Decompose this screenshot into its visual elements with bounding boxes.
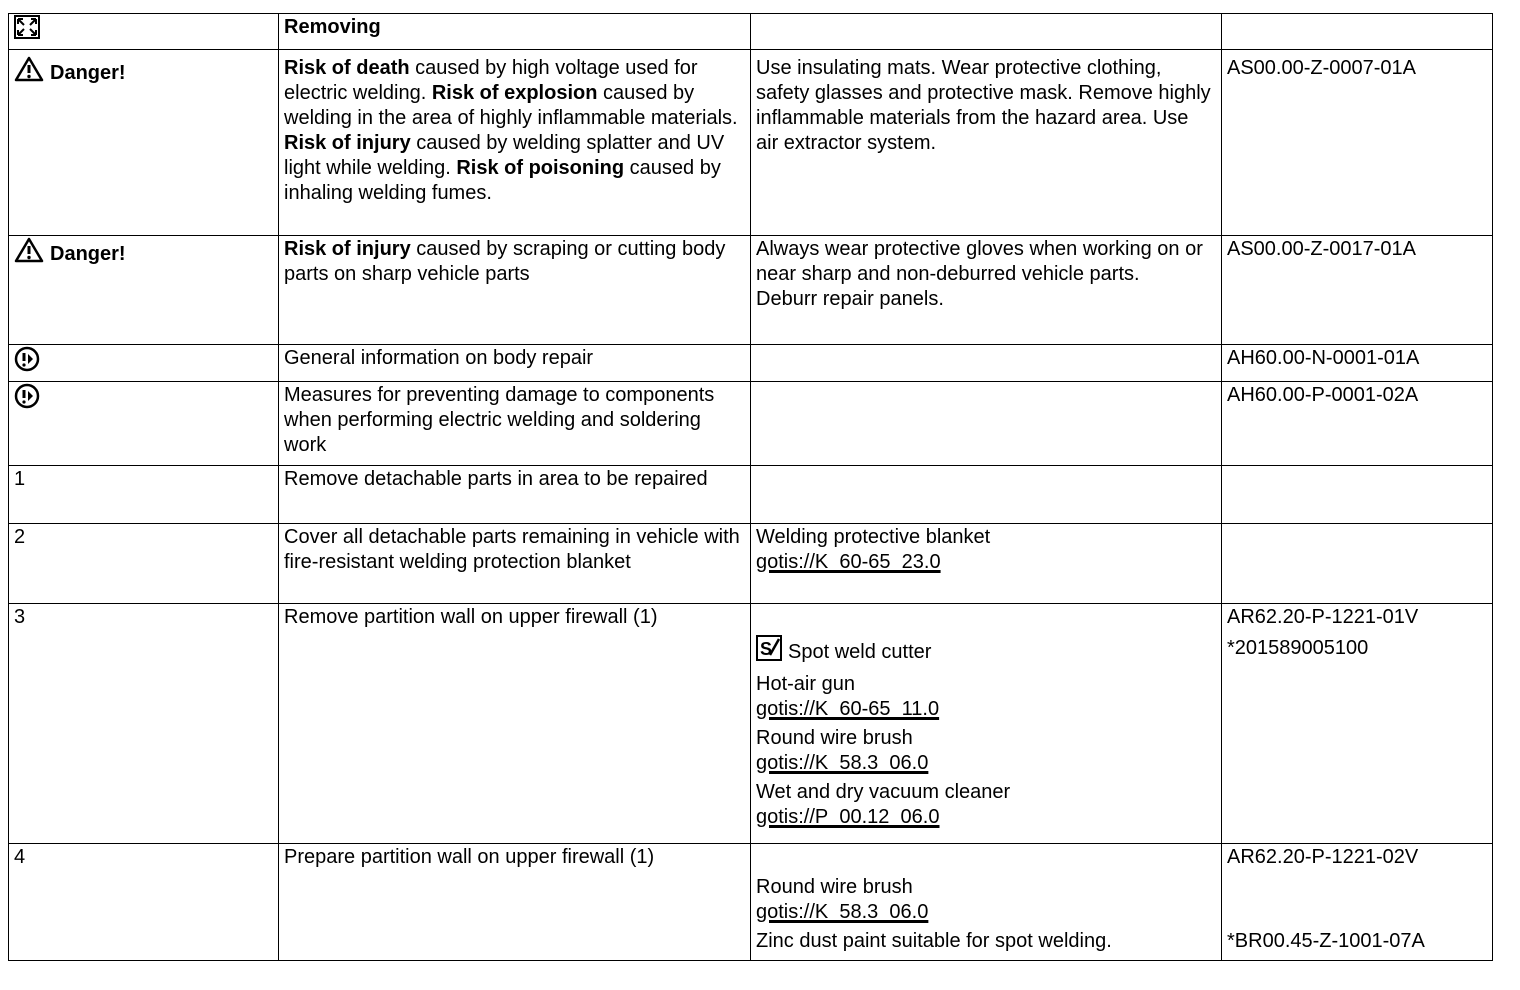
danger-label-cell xyxy=(9,50,279,236)
tool-link[interactable]: gotis://K_58.3_06.0 xyxy=(756,901,929,923)
reference-code: AR62.20-P-1221-01V xyxy=(1227,606,1419,628)
step-number: 2 xyxy=(9,524,279,604)
svg-text:S: S xyxy=(760,639,773,659)
hazard-risk-injury: Risk of injury xyxy=(284,238,411,260)
hazard-risk-explosion: Risk of explosion xyxy=(431,82,598,104)
table-row xyxy=(9,466,1493,524)
tool-name: Wet and dry vacuum cleaner xyxy=(756,781,1011,803)
reference-cell: AS00.00-Z-0007-01A xyxy=(1222,50,1493,236)
note-icon-cell xyxy=(9,382,279,466)
measures-cell: Always wear protective gloves when working on or near sharp and non-deburred vehicle parts. Deburr repair panels. xyxy=(751,236,1222,345)
table-header-row xyxy=(9,14,1493,50)
repair-procedure-table xyxy=(8,13,1493,961)
header-empty-cell xyxy=(1222,14,1493,50)
step-number: 4 xyxy=(9,844,279,961)
hazard-text-cell: Risk of injury caused by scraping or cutting body parts on sharp vehicle parts xyxy=(279,236,751,345)
part-number: *201589005100 xyxy=(1227,637,1369,659)
step-text-cell: Cover all detachable parts remaining in vehicle with fire-resistant welding protection blanket xyxy=(279,524,751,604)
table-row xyxy=(9,50,1493,236)
reference-cell xyxy=(1222,604,1493,844)
note-info-icon xyxy=(14,383,40,416)
step-text-cell: Remove detachable parts in area to be repaired xyxy=(279,466,751,524)
warning-triangle-icon xyxy=(14,237,44,270)
table-row xyxy=(9,382,1493,466)
reference-cell: AH60.00-P-0001-02A xyxy=(1222,382,1493,466)
reference-cell: AH60.00-N-0001-01A xyxy=(1222,345,1493,382)
tool-link[interactable]: gotis://K_60-65_11.0 xyxy=(756,698,940,720)
reference-cell: AS00.00-Z-0017-01A xyxy=(1222,236,1493,345)
warning-triangle-icon xyxy=(14,56,44,89)
tools-cell xyxy=(751,524,1222,604)
tool-name: Welding protective blanket xyxy=(756,526,991,548)
header-icon-cell xyxy=(9,14,279,50)
hazard-risk-injury: Risk of injury xyxy=(284,132,411,154)
reference-code-secondary: *BR00.45-Z-1001-07A xyxy=(1227,930,1425,952)
tool-link[interactable]: gotis://K_58.3_06.0 xyxy=(756,752,929,774)
measures-cell: Use insulating mats. Wear protective clothing, safety glasses and protective mask. Remove highly inflammable materials from the hazard area. Use air extractor system. xyxy=(751,50,1222,236)
measures-cell xyxy=(751,345,1222,382)
danger-label: Danger! xyxy=(50,62,126,84)
table-row xyxy=(9,345,1493,382)
special-tool-row xyxy=(756,635,1216,668)
tools-cell xyxy=(751,604,1222,844)
reference-cell xyxy=(1222,466,1493,524)
special-tool-icon xyxy=(756,635,782,668)
tools-cell xyxy=(751,844,1222,961)
reference-cell xyxy=(1222,844,1493,961)
note-info-icon xyxy=(14,346,40,379)
measures-cell xyxy=(751,466,1222,524)
hazard-risk-poisoning: Risk of poisoning xyxy=(456,157,625,179)
measures-cell xyxy=(751,382,1222,466)
step-text-cell: General information on body repair xyxy=(279,345,751,382)
danger-label: Danger! xyxy=(50,243,126,265)
reference-code: AR62.20-P-1221-02V xyxy=(1227,846,1419,868)
hazard-risk-death: Risk of death xyxy=(284,57,410,79)
table-row xyxy=(9,236,1493,345)
step-number: 3 xyxy=(9,604,279,844)
table-row xyxy=(9,604,1493,844)
material-note: Zinc dust paint suitable for spot welding. xyxy=(756,930,1112,952)
step-text-cell: Measures for preventing damage to components when performing electric welding and soldering work xyxy=(279,382,751,466)
tool-name: Round wire brush xyxy=(756,727,913,749)
tool-link[interactable]: gotis://P_00.12_06.0 xyxy=(756,806,940,828)
reference-cell xyxy=(1222,524,1493,604)
section-title: Removing xyxy=(279,14,751,50)
table-row xyxy=(9,524,1493,604)
step-text-cell: Remove partition wall on upper firewall (1) xyxy=(279,604,751,844)
hazard-text-cell: Risk of death caused by high voltage used for electric welding. Risk of explosion caused by welding in the area of highly inflammable materials. Risk of injury caused by welding splatter and UV light while welding. Risk of poisoning caused by inhaling welding fumes. xyxy=(279,50,751,236)
step-text-cell: Prepare partition wall on upper firewall (1) xyxy=(279,844,751,961)
tool-name: Round wire brush xyxy=(756,876,913,898)
danger-label-cell xyxy=(9,236,279,345)
note-icon-cell xyxy=(9,345,279,382)
tool-name: Hot-air gun xyxy=(756,673,855,695)
table-row xyxy=(9,844,1493,961)
special-tool-name[interactable]: Spot weld cutter xyxy=(788,641,932,663)
tool-link[interactable]: gotis://K_60-65_23.0 xyxy=(756,551,941,573)
expand-arrows-icon xyxy=(14,15,40,46)
header-empty-cell xyxy=(751,14,1222,50)
step-number: 1 xyxy=(9,466,279,524)
